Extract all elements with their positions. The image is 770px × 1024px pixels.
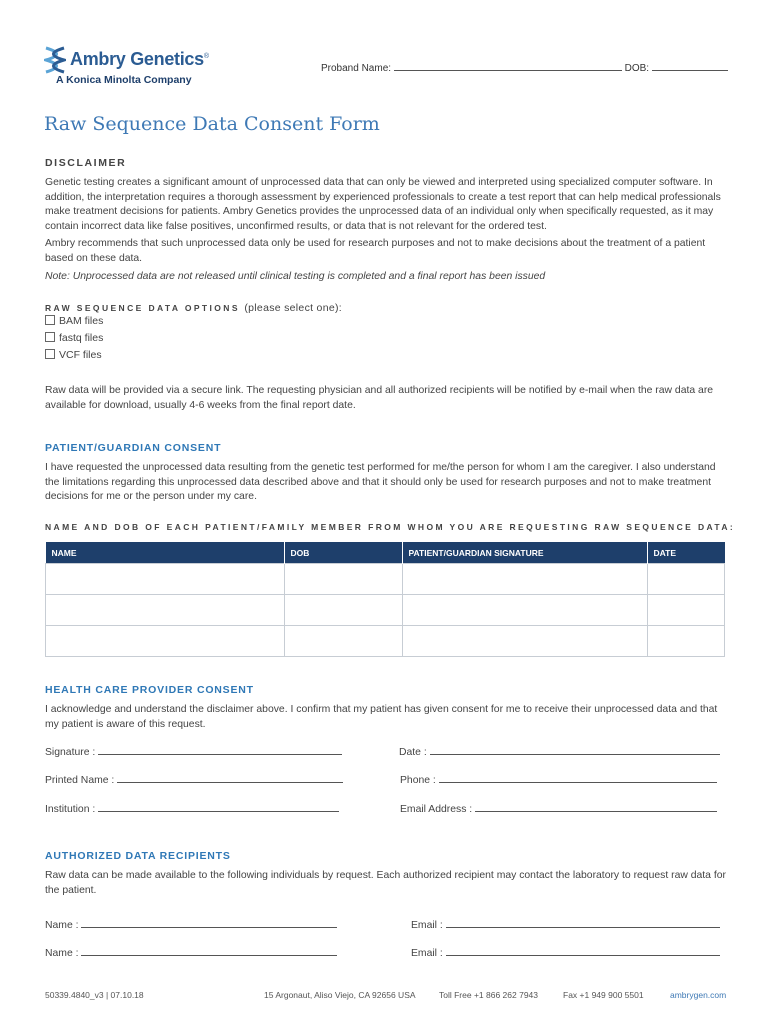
recipient-2-email-field[interactable] bbox=[446, 946, 720, 956]
patient-consent-text: I have requested the unprocessed data resulting from the genetic test performed for me/the person for whom I am the caregiver. I also understand the limitations regarding this unprocessed data described above and that it should only be used for research purposes and not to make treatment decisions for me or the person under my care. bbox=[45, 462, 716, 502]
disclaimer-paragraph-1: Genetic testing creates a significant amount of unprocessed data that can only be viewed and interpreted using specialized computer software. In addition, the interpretation requires a thorough assessment by experienced professionals to create a test report that can help medical professionals make treatment decisions for patients. Ambry Genetics provides the unprocessed data of an individual only when specifically requested, as it may contain incorrect data like false positives, unconfirmed results, or data that is not relevant for the ordered test. bbox=[45, 177, 721, 232]
printed-name-label: Printed Name : bbox=[45, 775, 115, 786]
options-heading-row bbox=[45, 298, 342, 316]
provider-consent-heading: HEALTH CARE PROVIDER CONSENT bbox=[45, 684, 254, 696]
phone-label: Phone : bbox=[400, 775, 436, 786]
dna-helix-icon bbox=[44, 46, 66, 74]
delivery-paragraph: Raw data will be provided via a secure link. The requesting physician and all authorized recipients will be notified by e-mail when the raw data are available for download, usually 4-6 weeks from the final report date. bbox=[45, 385, 714, 411]
dob-label: DOB: bbox=[624, 63, 650, 74]
date-cell[interactable] bbox=[647, 595, 725, 626]
patient-consent-heading: PATIENT/GUARDIAN CONSENT bbox=[45, 442, 222, 454]
column-header-date: DATE bbox=[647, 542, 725, 564]
option-label: BAM files bbox=[59, 315, 104, 327]
registered-mark: ® bbox=[203, 53, 209, 60]
date-label: Date : bbox=[399, 747, 427, 758]
recipient-name-label: Name : bbox=[45, 948, 79, 959]
checkbox[interactable] bbox=[45, 332, 55, 342]
option-bam[interactable] bbox=[45, 315, 103, 327]
recipients-heading: AUTHORIZED DATA RECIPIENTS bbox=[45, 850, 231, 862]
recipients-text: Raw data can be made available to the following individuals by request. Each authorized recipient may contact the laboratory to request raw data for the patient. bbox=[45, 870, 726, 896]
signature-field[interactable] bbox=[98, 745, 342, 755]
dob-cell[interactable] bbox=[284, 626, 402, 657]
email-address-label: Email Address : bbox=[400, 804, 473, 815]
logo-subtitle: A Konica Minolta Company bbox=[56, 74, 192, 86]
dob-cell[interactable] bbox=[284, 595, 402, 626]
option-vcf[interactable] bbox=[45, 349, 102, 361]
recipient-2-name-field[interactable] bbox=[81, 946, 337, 956]
proband-line bbox=[321, 61, 728, 74]
institution-row bbox=[45, 802, 339, 815]
name-cell[interactable] bbox=[46, 595, 285, 626]
provider-consent-text: I acknowledge and understand the disclaimer above. I confirm that my patient has given consent for me to receive their unprocessed data and that my patient is aware of this request. bbox=[45, 704, 718, 730]
recipient-1-email-row bbox=[411, 918, 720, 931]
option-label: VCF files bbox=[59, 349, 102, 361]
footer-address: 15 Argonaut, Aliso Viejo, CA 92656 USA bbox=[264, 990, 416, 1000]
institution-label: Institution : bbox=[45, 804, 96, 815]
printed-name-row bbox=[45, 773, 343, 786]
footer-fax: Fax +1 949 900 5501 bbox=[563, 990, 644, 1000]
options-heading-suffix: (please select one): bbox=[244, 302, 342, 314]
date-field[interactable] bbox=[430, 745, 720, 755]
proband-name-field[interactable] bbox=[394, 61, 622, 71]
logo-name: Ambry Genetics bbox=[70, 49, 204, 69]
signature-cell[interactable] bbox=[402, 595, 647, 626]
name-cell[interactable] bbox=[46, 626, 285, 657]
table-header-row bbox=[46, 542, 725, 564]
printed-name-field[interactable] bbox=[117, 773, 343, 783]
recipient-1-name-field[interactable] bbox=[81, 918, 337, 928]
recipient-1-name-row bbox=[45, 918, 337, 931]
footer-toll-free: Toll Free +1 866 262 7943 bbox=[439, 990, 539, 1000]
date-row bbox=[399, 745, 720, 758]
checkbox[interactable] bbox=[45, 315, 55, 325]
recipient-2-name-row bbox=[45, 946, 337, 959]
date-cell[interactable] bbox=[647, 564, 725, 595]
table-row bbox=[46, 564, 725, 595]
signature-cell[interactable] bbox=[402, 564, 647, 595]
footer-doc-id: 50339.4840_v3 | 07.10.18 bbox=[45, 990, 144, 1000]
option-fastq[interactable] bbox=[45, 332, 103, 344]
date-cell[interactable] bbox=[647, 626, 725, 657]
form-title: Raw Sequence Data Consent Form bbox=[44, 113, 380, 135]
email-address-row bbox=[400, 802, 717, 815]
company-logo bbox=[44, 46, 214, 90]
name-cell[interactable] bbox=[46, 564, 285, 595]
institution-field[interactable] bbox=[98, 802, 339, 812]
signature-row bbox=[45, 745, 342, 758]
phone-field[interactable] bbox=[439, 773, 717, 783]
disclaimer-note: Note: Unprocessed data are not released until clinical testing is completed and a final report has been issued bbox=[45, 271, 546, 282]
column-header-dob: DOB bbox=[284, 542, 402, 564]
recipient-email-label: Email : bbox=[411, 920, 443, 931]
patient-table bbox=[45, 542, 725, 657]
disclaimer-paragraph-2: Ambry recommends that such unprocessed data only be used for research purposes and not to make decisions about the treatment of a patient based on these data. bbox=[45, 238, 706, 264]
dob-field[interactable] bbox=[652, 61, 728, 71]
dob-cell[interactable] bbox=[284, 564, 402, 595]
proband-name-label: Proband Name: bbox=[321, 63, 392, 74]
recipient-email-label: Email : bbox=[411, 948, 443, 959]
options-heading: RAW SEQUENCE DATA OPTIONS bbox=[45, 303, 240, 313]
column-header-signature: PATIENT/GUARDIAN SIGNATURE bbox=[402, 542, 647, 564]
column-header-name: NAME bbox=[46, 542, 285, 564]
email-address-field[interactable] bbox=[475, 802, 717, 812]
table-row bbox=[46, 626, 725, 657]
recipient-1-email-field[interactable] bbox=[446, 918, 720, 928]
checkbox[interactable] bbox=[45, 349, 55, 359]
phone-row bbox=[400, 773, 717, 786]
table-heading: NAME AND DOB OF EACH PATIENT/FAMILY MEMBER FROM WHOM YOU ARE REQUESTING RAW SEQUENCE DATA: bbox=[45, 522, 736, 532]
disclaimer-heading: DISCLAIMER bbox=[45, 157, 127, 169]
table-row bbox=[46, 595, 725, 626]
footer-website-link[interactable]: ambrygen.com bbox=[670, 990, 727, 1000]
option-label: fastq files bbox=[59, 332, 104, 344]
recipient-2-email-row bbox=[411, 946, 720, 959]
signature-label: Signature : bbox=[45, 747, 96, 758]
recipient-name-label: Name : bbox=[45, 920, 79, 931]
signature-cell[interactable] bbox=[402, 626, 647, 657]
